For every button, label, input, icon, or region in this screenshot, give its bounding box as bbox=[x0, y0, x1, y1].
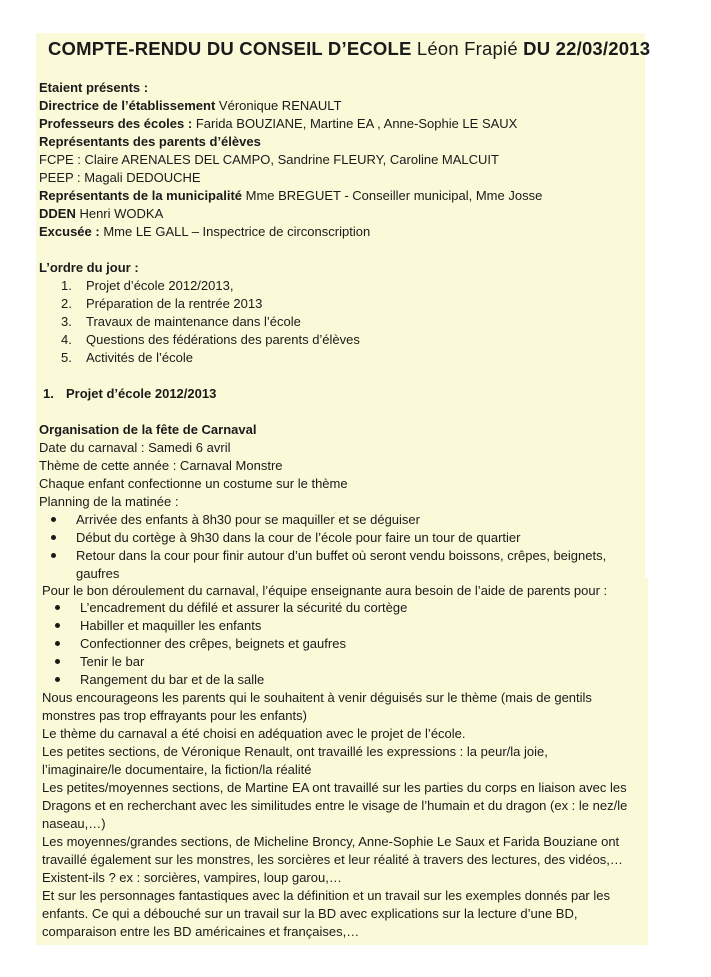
bullet-icon bbox=[55, 677, 60, 682]
bullet-icon bbox=[55, 623, 60, 628]
agenda-number: 1. bbox=[61, 278, 72, 293]
attendee-fcpe: FCPE : Claire ARENALES DEL CAMPO, Sandrine FLEURY, Caroline MALCUIT bbox=[39, 152, 499, 167]
agenda-number: 2. bbox=[61, 296, 72, 311]
aide-item: Tenir le bar bbox=[80, 654, 145, 669]
agenda-item: Activités de l’école bbox=[86, 350, 193, 365]
title-part1: COMPTE-RENDU DU CONSEIL D’ECOLE bbox=[48, 38, 417, 59]
bullet-icon bbox=[51, 553, 56, 558]
profs-label: Professeurs des écoles : bbox=[39, 116, 193, 131]
dden-value: Henri WODKA bbox=[75, 206, 164, 221]
paragraph-line: monstres pas trop effrayants pour les enfants) bbox=[42, 708, 307, 723]
planning-item: Retour dans la cour pour finir autour d’un buffet où seront vendu boissons, crêpes, beignets, bbox=[76, 548, 607, 563]
carnaval-heading: Organisation de la fête de Carnaval bbox=[39, 422, 257, 437]
agenda-number: 5. bbox=[61, 350, 72, 365]
attendee-excusee bbox=[39, 223, 370, 241]
profs-value: Farida BOUZIANE, Martine EA , Anne-Sophie LE SAUX bbox=[192, 116, 518, 131]
title-school: Léon Frapié bbox=[416, 38, 518, 59]
parents-heading: Représentants des parents d’élèves bbox=[39, 134, 261, 149]
agenda-item: Questions des fédérations des parents d’élèves bbox=[86, 332, 360, 347]
carnaval-theme: Thème de cette année : Carnaval Monstre bbox=[39, 458, 283, 473]
paragraph-line: Le thème du carnaval a été choisi en adéquation avec le projet de l’école. bbox=[42, 726, 466, 741]
aide-item: Rangement du bar et de la salle bbox=[80, 672, 265, 687]
excusee-label: Excusée : bbox=[39, 224, 100, 239]
paragraph-line: enfants. Ce qui a débouché sur un travail sur la BD avec explications sur la lecture d’une BD, bbox=[42, 906, 578, 921]
attendee-directrice bbox=[39, 97, 342, 115]
muni-value: Mme BREGUET - Conseiller municipal, Mme Josse bbox=[242, 188, 543, 203]
agenda-item: Projet d’école 2012/2013, bbox=[86, 278, 234, 293]
bullet-icon bbox=[55, 605, 60, 610]
carnaval-costume: Chaque enfant confectionne un costume sur le thème bbox=[39, 476, 348, 491]
attendee-professeurs bbox=[39, 115, 517, 133]
bullet-icon bbox=[51, 535, 56, 540]
paragraph-line: Dragons et en recherchant avec les similitudes entre le visage de l’humain et du dragon (ex : le nez/le bbox=[42, 798, 628, 813]
agenda-number: 3. bbox=[61, 314, 72, 329]
excusee-value: Mme LE GALL – Inspectrice de circonscription bbox=[99, 224, 371, 239]
paragraph-line: comparaison entre les BD américaines et françaises,… bbox=[42, 924, 360, 939]
paragraph-line: Les petites/moyennes sections, de Martine EA ont travaillé sur les parties du corps en liaison avec les bbox=[42, 780, 627, 795]
bullet-icon bbox=[55, 659, 60, 664]
agenda-item: Travaux de maintenance dans l’école bbox=[86, 314, 301, 329]
document-title bbox=[48, 38, 650, 60]
paragraph-line: l’imaginaire/le documentaire, la fiction/la réalité bbox=[42, 762, 312, 777]
paragraph-line: travaillé également sur les monstres, les sorcières et leur réalité à travers des lectures, des vidéos,… bbox=[42, 852, 623, 867]
section-title: Projet d’école 2012/2013 bbox=[66, 386, 217, 401]
attendees-heading: Etaient présents : bbox=[39, 80, 149, 95]
planning-item-continued: gaufres bbox=[76, 566, 120, 581]
muni-label: Représentants de la municipalité bbox=[39, 188, 243, 203]
attendee-peep: PEEP : Magali DEDOUCHE bbox=[39, 170, 201, 185]
paragraph-line: Nous encourageons les parents qui le souhaitent à venir déguisés sur le thème (mais de gentils bbox=[42, 690, 592, 705]
paragraph-line: Les moyennes/grandes sections, de Micheline Broncy, Anne-Sophie Le Saux et Farida Bouziane ont bbox=[42, 834, 620, 849]
planning-item: Début du cortège à 9h30 dans la cour de l’école pour faire un tour de quartier bbox=[76, 530, 521, 545]
aide-item: L’encadrement du défilé et assurer la sécurité du cortège bbox=[80, 600, 408, 615]
agenda-heading: L’ordre du jour : bbox=[39, 260, 139, 275]
directrice-value: Véronique RENAULT bbox=[215, 98, 342, 113]
paragraph-line: Existent-ils ? ex : sorcières, vampires, loup garou,… bbox=[42, 870, 342, 885]
section-number: 1. bbox=[43, 386, 54, 401]
agenda-item: Préparation de la rentrée 2013 bbox=[86, 296, 263, 311]
bullet-icon bbox=[51, 517, 56, 522]
attendee-dden bbox=[39, 205, 163, 223]
paragraph-line: Les petites sections, de Véronique Renault, ont travaillé les expressions : la peur/la joie, bbox=[42, 744, 548, 759]
directrice-label: Directrice de l’établissement bbox=[39, 98, 216, 113]
carnaval-date: Date du carnaval : Samedi 6 avril bbox=[39, 440, 231, 455]
planning-item: Arrivée des enfants à 8h30 pour se maquiller et se déguiser bbox=[76, 512, 420, 527]
agenda-number: 4. bbox=[61, 332, 72, 347]
aide-item: Habiller et maquiller les enfants bbox=[80, 618, 262, 633]
bullet-icon bbox=[55, 641, 60, 646]
aide-intro: Pour le bon déroulement du carnaval, l’équipe enseignante aura besoin de l’aide de parents pour : bbox=[42, 583, 608, 598]
attendee-municipalite bbox=[39, 187, 542, 205]
dden-label: DDEN bbox=[39, 206, 76, 221]
paragraph-line: Et sur les personnages fantastiques avec la définition et un travail sur les exemples donnés par les bbox=[42, 888, 610, 903]
title-date: DU 22/03/2013 bbox=[517, 38, 651, 59]
carnaval-planning: Planning de la matinée : bbox=[39, 494, 179, 509]
paragraph-line: naseau,…) bbox=[42, 816, 106, 831]
aide-item: Confectionner des crêpes, beignets et gaufres bbox=[80, 636, 346, 651]
